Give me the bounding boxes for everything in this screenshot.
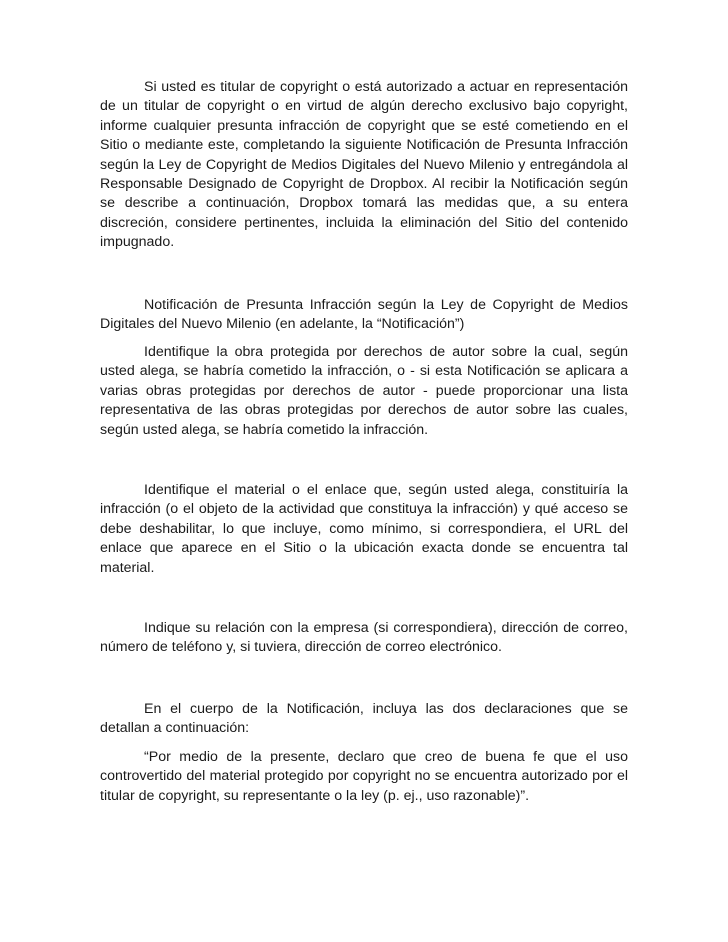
paragraph-contact-info: Indique su relación con la empresa (si correspondiera), dirección de correo, número de teléfono y, si tuviera, dirección de correo electrónico. bbox=[100, 620, 628, 656]
paragraph-good-faith-statement: “Por medio de la presente, declaro que creo de buena fe que el uso controvertido del material protegido por copyright no se encuentra autorizado por el titular de copyright, su representante o la ley (p. ej., uso razonable)”. bbox=[100, 749, 628, 804]
paragraph-identify-material: Identifique el material o el enlace que, según usted alega, constituiría la infracción (o el objeto de la actividad que constituya la infracción) y qué acceso se debe deshabilitar, lo que incluye, como mínimo, si correspondiera, el URL del enlace que aparece en el Sitio o la ubicación exacta donde se encuentra tal material. bbox=[100, 482, 628, 576]
paragraph-notification-heading: Notificación de Presunta Infracción según la Ley de Copyright de Medios Digitales del Nuevo Milenio (en adelante, la “Notificación”) bbox=[100, 297, 628, 333]
paragraph-declarations-intro: En el cuerpo de la Notificación, incluya las dos declaraciones que se detallan a continuación: bbox=[100, 701, 628, 737]
paragraph-identify-work: Identifique la obra protegida por derechos de autor sobre la cual, según usted alega, se habría cometido la infracción, o - si esta Notificación se aplicara a varias obras protegidas por derechos de autor - puede proporcionar una lista representativa de las obras protegidas por derechos de autor sobre las cuales, según usted alega, se habría cometido la infracción. bbox=[100, 344, 628, 438]
paragraph-copyright-intro: Si usted es titular de copyright o está autorizado a actuar en representación de un titular de copyright o en virtud de algún derecho exclusivo bajo copyright, informe cualquier presunta infracción de copyright que se esté cometiendo en el Sitio o mediante este, completando la siguiente Notificación de Presunta Infracción según la Ley de Copyright de Medios Digitales del Nuevo Milenio y entregándola al Responsable Designado de Copyright de Dropbox. Al recibir la Notificación según se describe a continuación, Dropbox tomará las medidas que, a su entera discreción, considere pertinentes, incluida la eliminación del Sitio del contenido impugnado. bbox=[100, 79, 628, 251]
